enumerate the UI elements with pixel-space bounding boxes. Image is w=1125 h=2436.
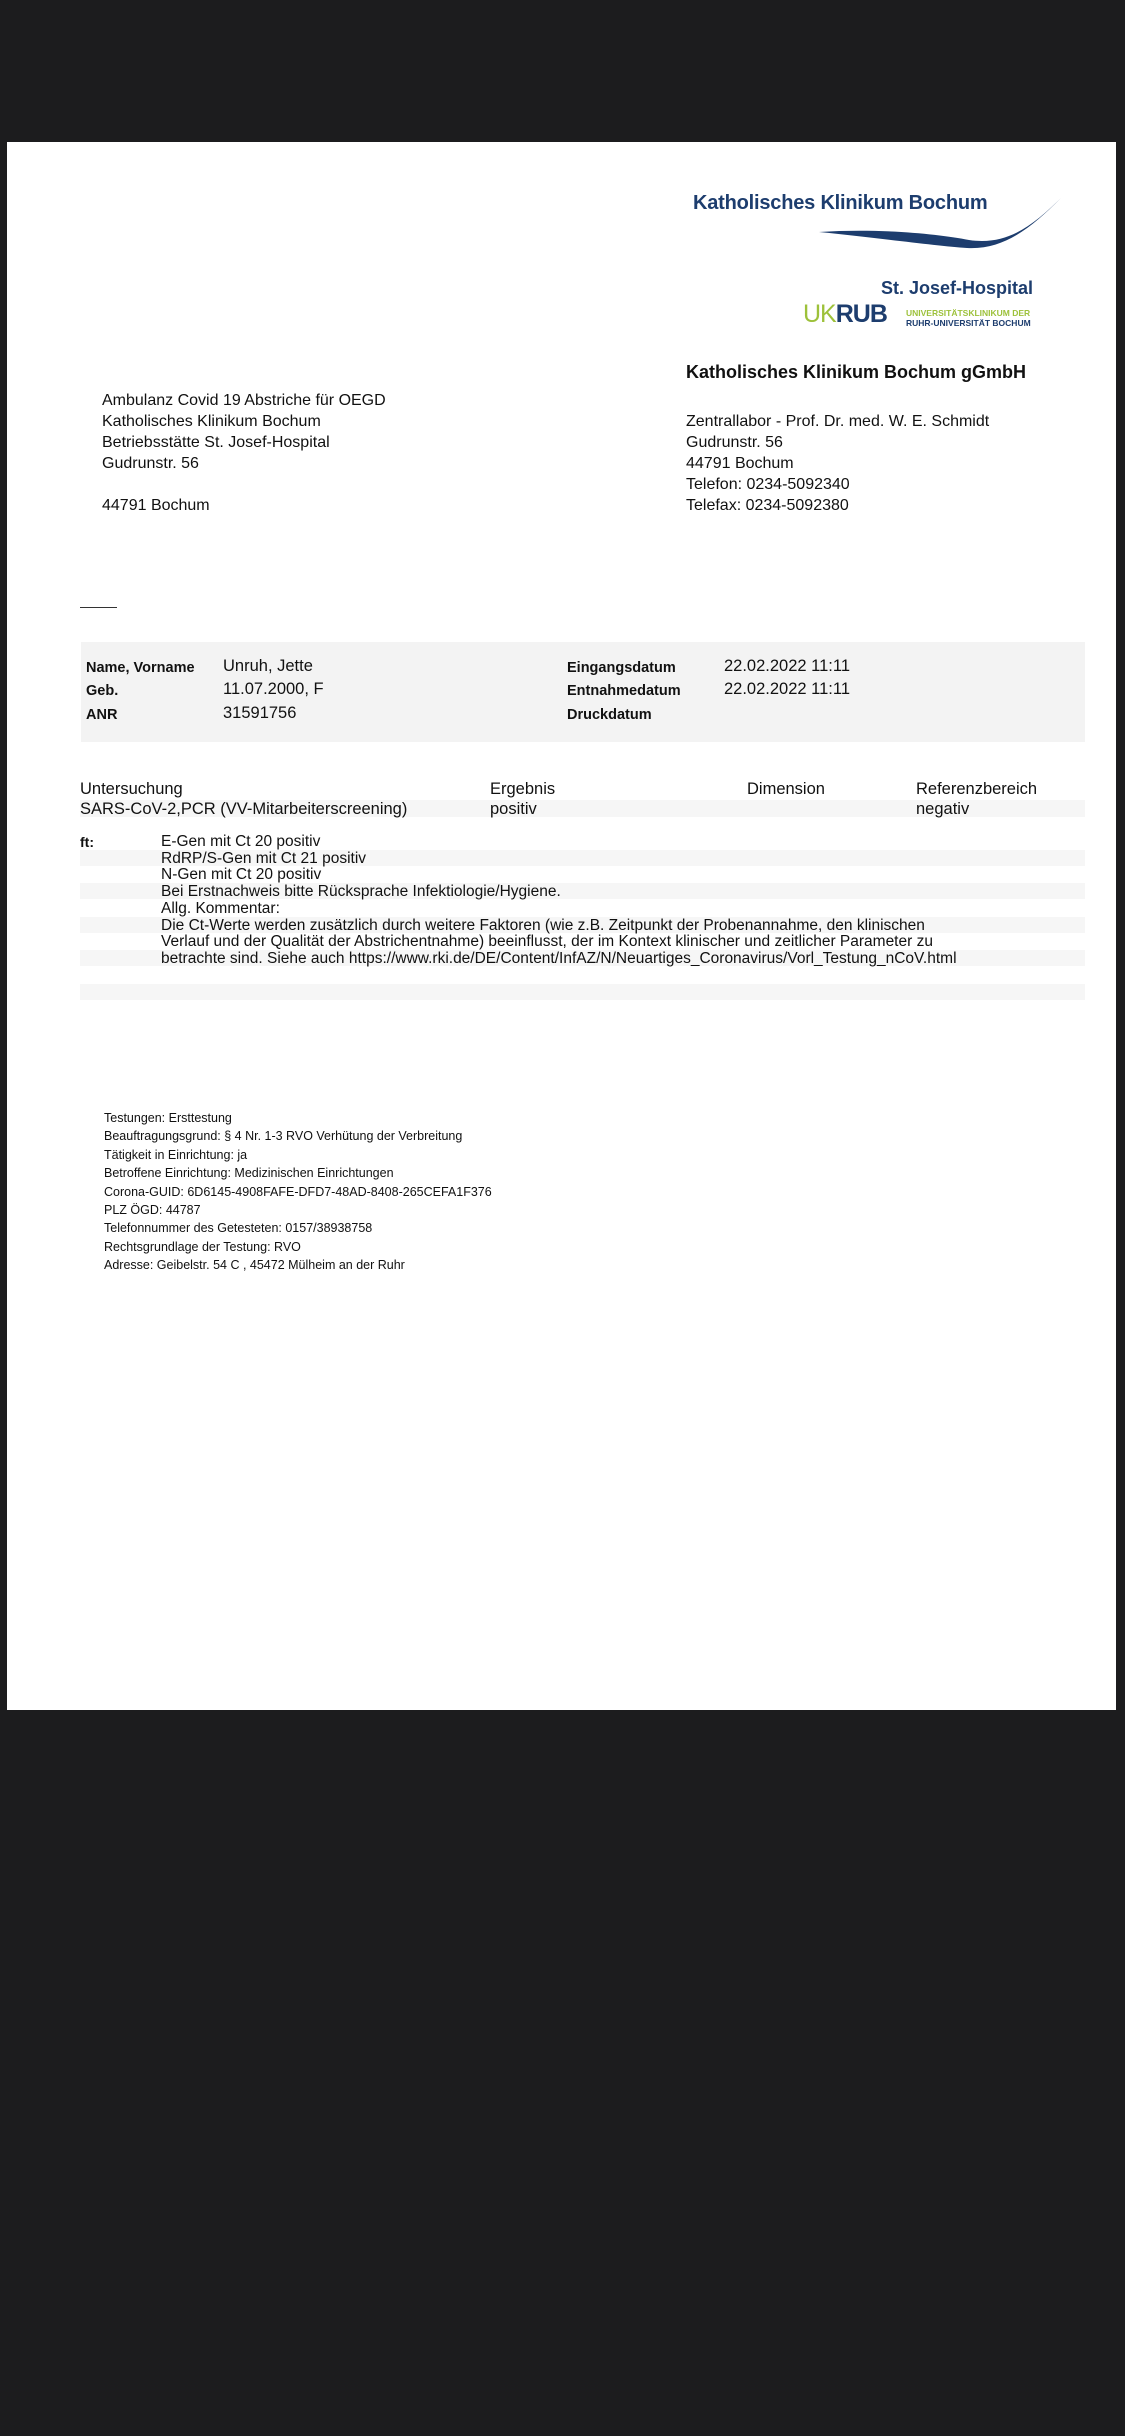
university-caption-line2: RUHR-UNIVERSITÄT BOCHUM [906,318,1031,328]
hospital-subtitle: St. Josef-Hospital [881,278,1034,298]
hospital-logo-title: Katholisches Klinikum Bochum [693,192,988,214]
recipient-line: Betriebsstätte St. Josef-Hospital [102,434,330,451]
info-line: PLZ ÖGD: 44787 [104,1203,201,1218]
university-caption-line1: UNIVERSITÄTSKLINIKUM DER [906,308,1031,318]
results-header-result: Ergebnis [490,780,556,798]
results-header-reference: Referenzbereich [916,780,1038,798]
name-value: Unruh, Jette [223,657,313,675]
anr-label: ANR [86,707,118,723]
info-line: Corona-GUID: 6D6145-4908FAFE-DFD7-48AD-8408-265CEFA1F376 [104,1184,492,1199]
recipient-address [102,390,386,516]
finding-line: Verlauf und der Qualität der Abstrichentnahme) beeinflusst, der im Kontext klinischer und zeitlicher Parameter zu [161,933,933,951]
recipient-line: Ambulanz Covid 19 Abstriche für OEGD [102,392,386,409]
document-page [7,142,1116,1710]
entnahme-value: 22.02.2022 11:11 [724,680,851,698]
logo-swoosh-icon [819,194,1061,252]
results-header-dimension: Dimension [747,780,825,798]
sender-line: Zentrallabor - Prof. Dr. med. W. E. Schmidt [686,413,990,430]
finding-line: betrachte sind. Siehe auch https://www.rki.de/DE/Content/InfAZ/N/Neuartiges_Coronavirus/Vorl_Testung_nCoV.html [161,949,957,967]
results-header-test: Untersuchung [80,780,183,798]
finding-line: RdRP/S-Gen mit Ct 21 positiv [161,849,367,867]
finding-line: Die Ct-Werte werden zusätzlich durch weitere Faktoren (wie z.B. Zeitpunkt der Probenannahme, den klinischen [161,916,925,934]
result-value: positiv [490,800,537,818]
recipient-line: Gudrunstr. 56 [102,455,199,472]
finding-line: N-Gen mit Ct 20 positiv [161,866,322,884]
eingang-value: 22.02.2022 11:11 [724,657,851,675]
recipient-line: 44791 Bochum [102,497,210,514]
university-caption [906,308,1031,328]
recipient-line: Katholisches Klinikum Bochum [102,413,321,430]
finding-line: E-Gen mit Ct 20 positiv [161,833,321,850]
anr-value: 31591756 [223,704,297,722]
rub-text: RUB [835,300,887,328]
sender-line: Telefon: 0234-5092340 [686,476,850,493]
sender-line: 44791 Bochum [686,455,794,472]
sender-address [686,411,989,516]
entnahme-label: Entnahmedatum [567,683,681,699]
info-line: Telefonnummer des Getesteten: 0157/38938758 [104,1221,373,1236]
findings-text [161,834,957,968]
info-line: Tätigkeit in Einrichtung: ja [104,1147,248,1162]
finding-stripe [80,984,1085,1000]
eingang-label: Eingangsdatum [567,660,676,676]
dob-label: Geb. [86,683,119,699]
recipient-line [102,474,386,495]
additional-info [104,1109,492,1275]
info-line: Testungen: Ersttestung [104,1111,232,1125]
uk-text: UK [803,300,836,328]
result-reference: negativ [916,800,970,818]
info-line: Betroffene Einrichtung: Medizinischen Einrichtungen [104,1166,394,1181]
result-test-name: SARS-CoV-2,PCR (VV-Mitarbeiterscreening) [80,800,408,818]
divider-short [80,607,117,608]
sender-line: Gudrunstr. 56 [686,434,783,451]
name-label: Name, Vorname [86,660,195,676]
info-line: Adresse: Geibelstr. 54 C , 45472 Mülheim an der Ruhr [104,1258,405,1273]
info-line: Rechtsgrundlage der Testung: RVO [104,1239,301,1254]
ukrub-logo [803,300,887,329]
finding-line: Bei Erstnachweis bitte Rücksprache Infektiologie/Hygiene. [161,883,561,901]
finding-line: Allg. Kommentar: [161,899,280,917]
sender-line: Telefax: 0234-5092380 [686,497,849,514]
info-line: Beauftragungsgrund: § 4 Nr. 1-3 RVO Verhütung der Verbreitung [104,1129,463,1144]
sender-organization: Katholisches Klinikum Bochum gGmbH [686,362,1027,382]
druck-label: Druckdatum [567,707,652,723]
findings-label: ft: [80,834,94,850]
dob-value: 11.07.2000, F [223,680,324,698]
